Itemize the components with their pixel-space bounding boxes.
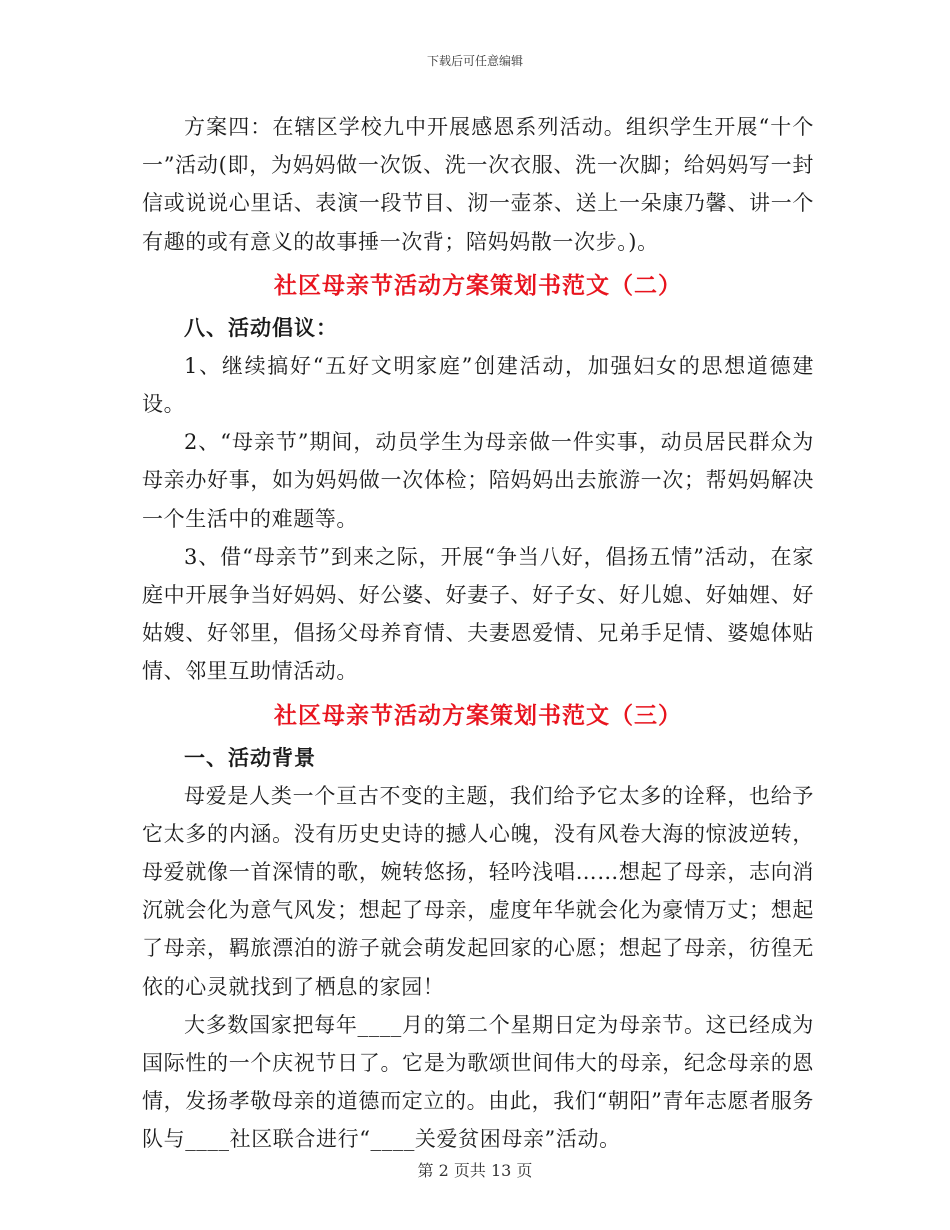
heading-activity-background: 一、活动背景 <box>184 744 316 770</box>
section-title-two: 社区母亲节活动方案策划书范文（二） <box>274 271 682 299</box>
background-paragraph-2: 大多数国家把每年____月的第二个星期日定为母亲节。这已经成为国际性的一个庆祝节日了。它是为歌颂世间伟大的母亲，纪念母亲的恩情，发扬孝敬母亲的道德而定立的。由此，我们“朝阳”青年志愿者服务队与____社区联合进行“____关爱贫困母亲”活动。 <box>142 1012 814 1152</box>
proposal-item-2: 2、“母亲节”期间，动员学生为母亲做一件实事，动员居民群众为母亲办好事，如为妈妈做一次体检；陪妈妈出去旅游一次；帮妈妈解决一个生活中的难题等。 <box>142 430 814 531</box>
page-header: 下载后可任意编辑 <box>426 54 523 68</box>
paragraph-plan-four: 方案四：在辖区学校九中开展感恩系列活动。组织学生开展“十个一”活动(即，为妈妈做一次饭、洗一次衣服、洗一次脚；给妈妈写一封信或说说心里话、表演一段节目、沏一壶茶、送上一朵康乃馨、讲一个有趣的或有意义的故事捶一次背；陪妈妈散一次步。)。 <box>142 115 814 254</box>
heading-activity-proposal: 八、活动倡议： <box>184 314 338 340</box>
document-body <box>142 108 814 1159</box>
background-paragraph-1: 母爱是人类一个亘古不变的主题，我们给予它太多的诠释，也给予它太多的内涵。没有历史史诗的撼人心魄，没有风卷大海的惊波逆转，母爱就像一首深情的歌，婉转悠扬，轻吟浅唱……想起了母亲，志向消沉就会化为意气风发；想起了母亲，虚度年华就会化为豪情万丈；想起了母亲，羁旅漂泊的游子就会萌发起回家的心愿；想起了母亲，彷徨无依的心灵就找到了栖息的家园！ <box>142 783 814 999</box>
proposal-item-3: 3、借“母亲节”到来之际，开展“争当八好，倡扬五情”活动，在家庭中开展争当好妈妈、好公婆、好妻子、好子女、好儿媳、好妯娌、好姑嫂、好邻里，倡扬父母养育情、夫妻恩爱情、兄弟手足情、婆媳体贴情、邻里互助情活动。 <box>142 544 814 684</box>
proposal-item-1: 1、继续搞好“五好文明家庭”创建活动，加强妇女的思想道德建设。 <box>142 353 814 417</box>
section-title-three: 社区母亲节活动方案策划书范文（三） <box>274 701 682 729</box>
page-number: 第 2 页共 13 页 <box>417 1161 533 1180</box>
